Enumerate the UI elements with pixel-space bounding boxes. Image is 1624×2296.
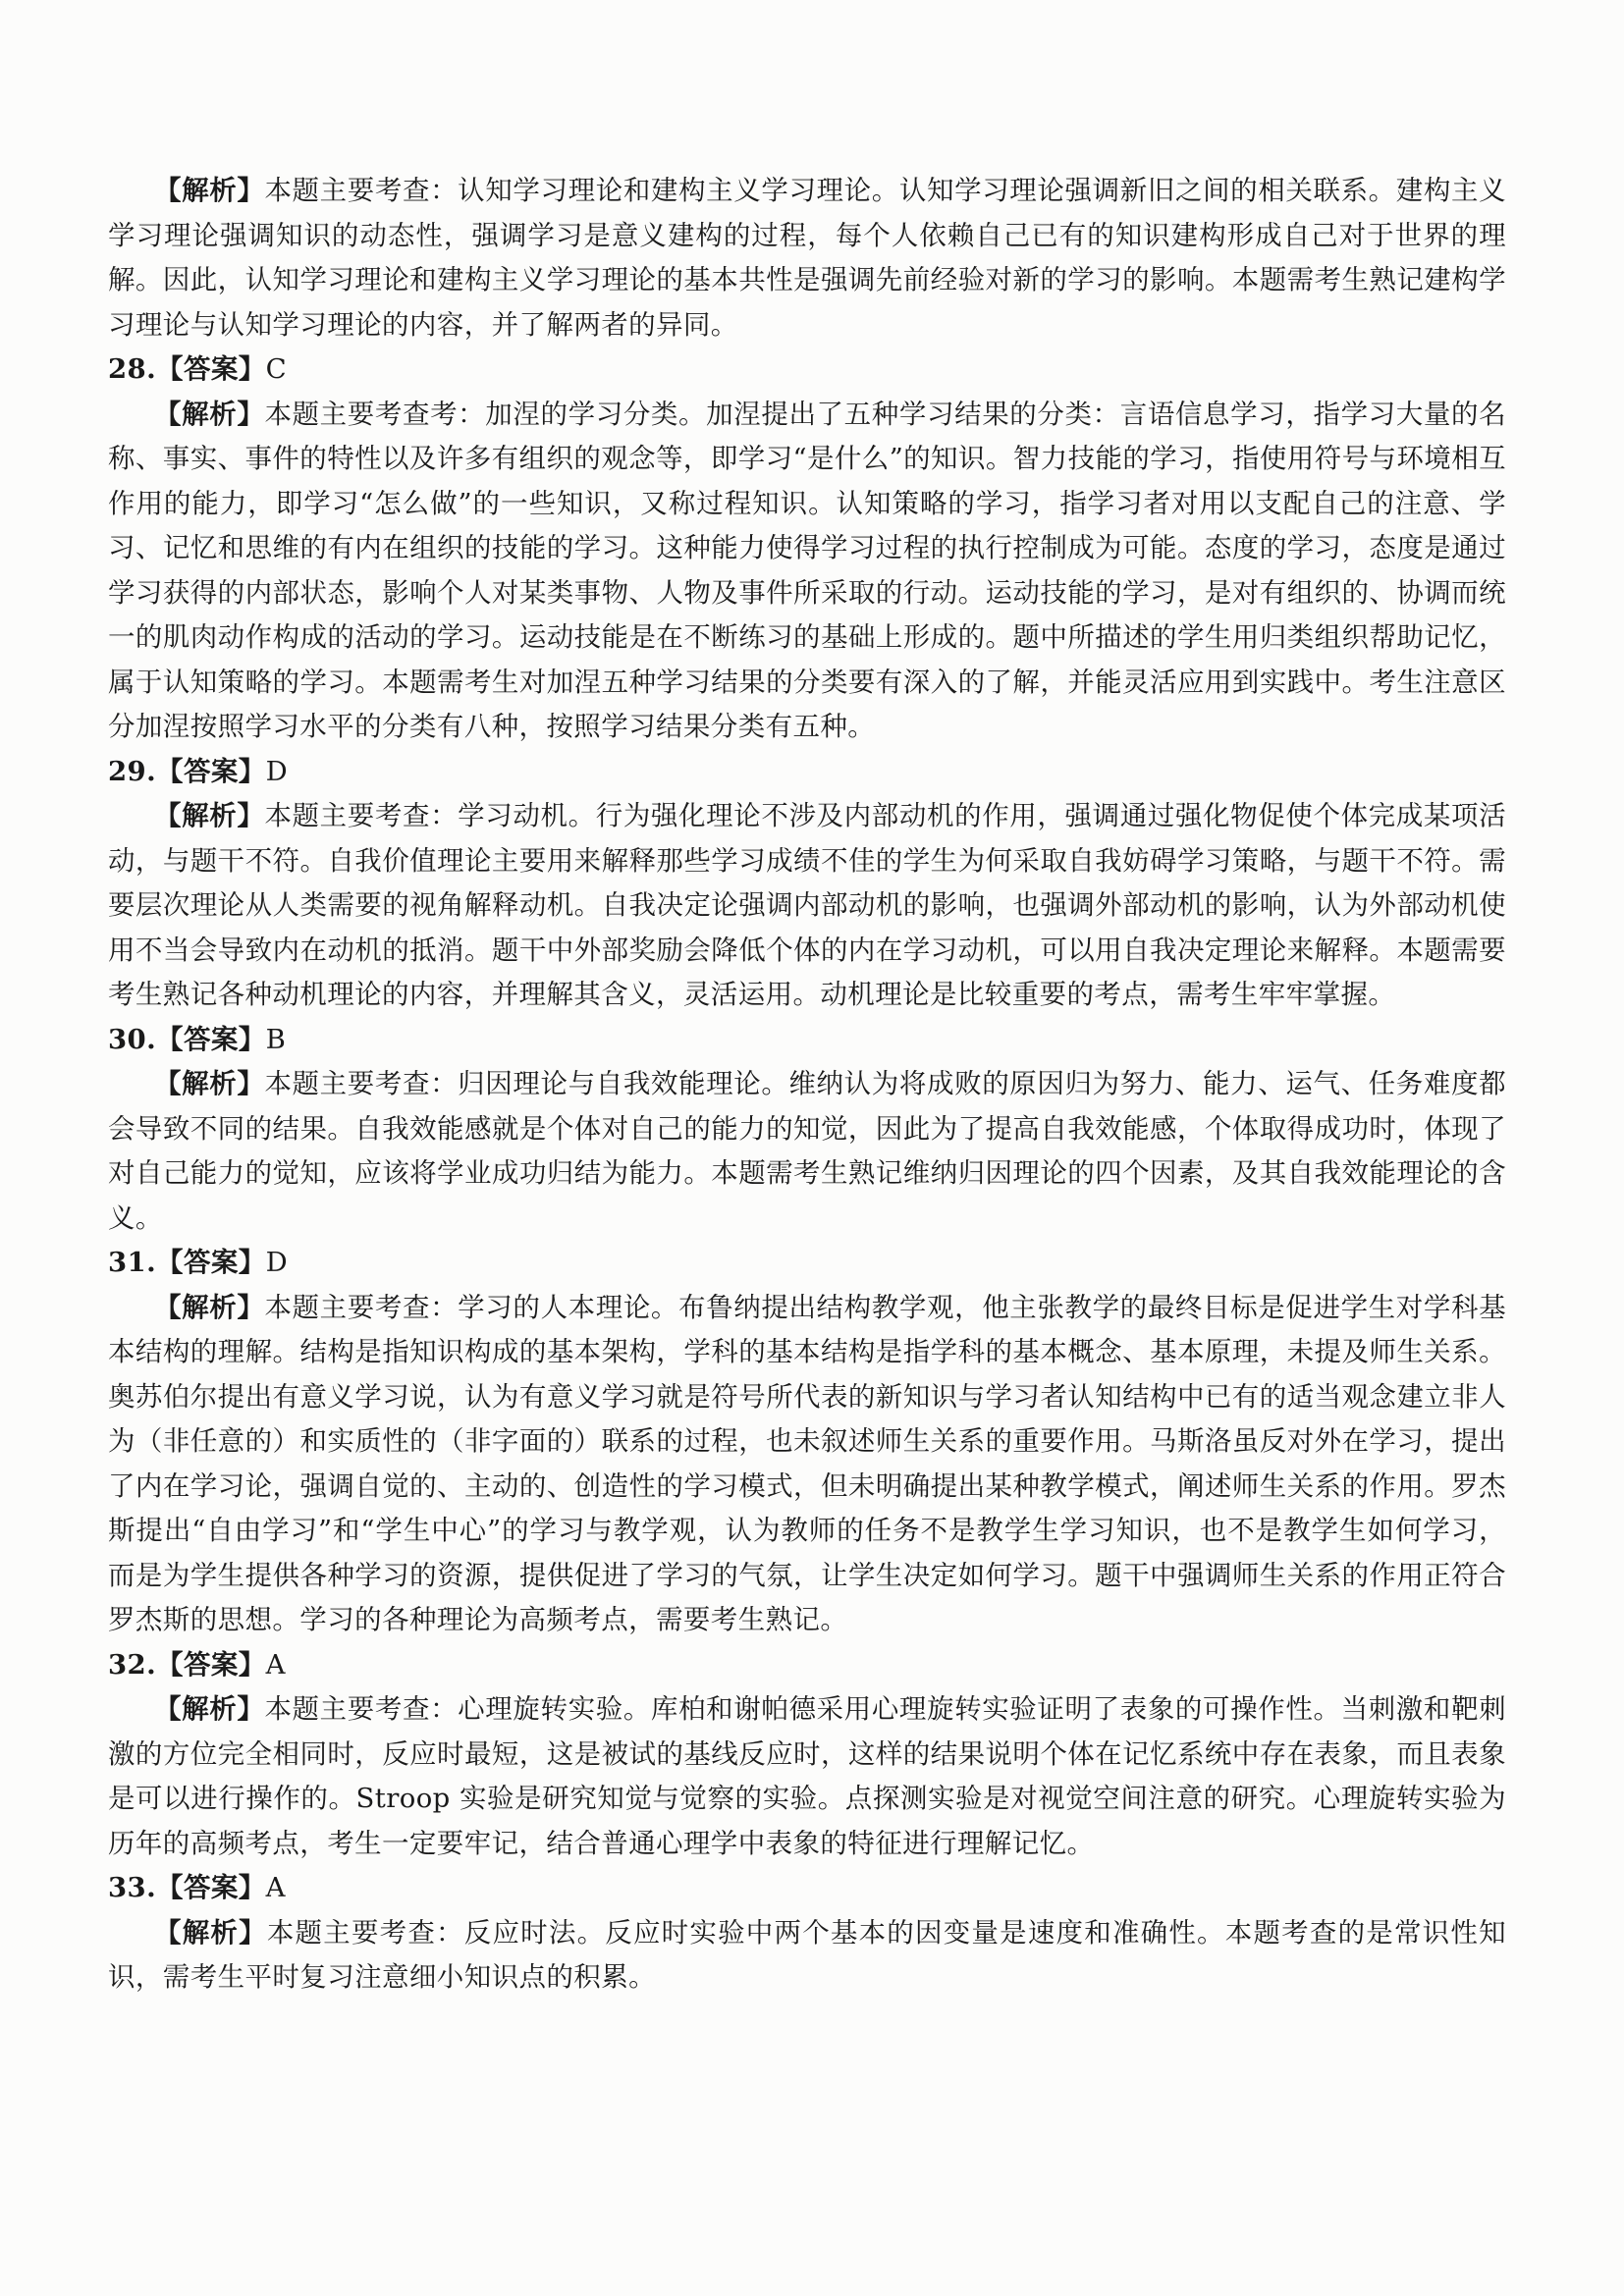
analysis-text: 本题主要考查：归因理论与自我效能理论。维纳认为将成败的原因归为努力、能力、运气、任务难度都会导致不同的结果。自我效能感就是个体对自己的能力的知觉，因此为了提高自我效能感，个体取得成功时，体现了对自己能力的觉知，应该将学业成功归结为能力。本题需考生熟记维纳归因理论的四个因素，及其自我效能理论的含义。 bbox=[108, 1068, 1506, 1234]
analysis-text: 本题主要考查：心理旋转实验。库柏和谢帕德采用心理旋转实验证明了表象的可操作性。当刺激和靶刺激的方位完全相同时，反应时最短，这是被试的基线反应时，这样的结果说明个体在记忆系统中存在表象，而且表象是可以进行操作的。Stroop 实验是研究知觉与觉察的实验。点探测实验是对视觉空间注意的研究。心理旋转实验为历年的高频考点，考生一定要牢记，结合普通心理学中表象的特征进行理解记忆。 bbox=[108, 1693, 1506, 1859]
answer-label: 【答案】 bbox=[156, 755, 266, 787]
answer-value: A bbox=[265, 1872, 286, 1903]
answer-line bbox=[108, 1866, 1506, 1911]
analysis-label: 【解析】 bbox=[154, 175, 265, 206]
answer-label: 【答案】 bbox=[156, 1872, 266, 1903]
analysis-label: 【解析】 bbox=[154, 1916, 267, 1949]
question-number: 28. bbox=[108, 353, 157, 385]
answer-value: B bbox=[265, 1023, 287, 1055]
analysis-paragraph bbox=[108, 1911, 1506, 2001]
analysis-paragraph bbox=[108, 794, 1506, 1018]
analysis-paragraph bbox=[108, 1687, 1506, 1866]
question-number: 29. bbox=[108, 755, 157, 787]
analysis-paragraph bbox=[108, 393, 1506, 750]
answer-label: 【答案】 bbox=[156, 1023, 266, 1055]
answer-label: 【答案】 bbox=[156, 1648, 266, 1681]
analysis-paragraph bbox=[108, 1286, 1506, 1643]
answer-label: 【答案】 bbox=[156, 353, 266, 385]
analysis-label: 【解析】 bbox=[154, 1068, 265, 1099]
answer-value: A bbox=[265, 1648, 286, 1681]
analysis-text: 本题主要考查：学习的人本理论。布鲁纳提出结构教学观，他主张教学的最终目标是促进学生对学科基本结构的理解。结构是指知识构成的基本架构，学科的基本结构是指学科的基本概念、基本原理，未提及师生关系。奥苏伯尔提出有意义学习说，认为有意义学习就是符号所代表的新知识与学习者认知结构中已有的适当观念建立非人为（非任意的）和实质性的（非字面的）联系的过程，也未叙述师生关系的重要作用。马斯洛虽反对外在学习，提出了内在学习论，强调自觉的、主动的、创造性的学习模式，但未明确提出某种教学模式，阐述师生关系的作用。罗杰斯提出“自由学习”和“学生中心”的学习与教学观，认为教师的任务不是教学生学习知识，也不是教学生如何学习，而是为学生提供各种学习的资源，提供促进了学习的气氛，让学生决定如何学习。题干中强调师生关系的作用正符合罗杰斯的思想。学习的各种理论为高频考点，需要考生熟记。 bbox=[108, 1291, 1506, 1635]
question-number: 33. bbox=[108, 1872, 157, 1903]
analysis-text: 本题主要考查：认知学习理论和建构主义学习理论。认知学习理论强调新旧之间的相关联系。建构主义学习理论强调知识的动态性，强调学习是意义建构的过程，每个人依赖自己已有的知识建构形成自己对于世界的理解。因此，认知学习理论和建构主义学习理论的基本共性是强调先前经验对新的学习的影响。本题需考生熟记建构学习理论与认知学习理论的内容，并了解两者的异同。 bbox=[108, 175, 1506, 341]
answer-line bbox=[108, 347, 1506, 393]
answer-line bbox=[108, 1241, 1506, 1286]
analysis-text: 本题主要考查：反应时法。反应时实验中两个基本的因变量是速度和准确性。本题考查的是常识性知识，需考生平时复习注意细小知识点的积累。 bbox=[108, 1916, 1506, 1993]
analysis-label: 【解析】 bbox=[154, 1291, 265, 1323]
analysis-label: 【解析】 bbox=[154, 398, 265, 430]
analysis-label: 【解析】 bbox=[154, 800, 265, 831]
question-number: 30. bbox=[108, 1023, 157, 1055]
answer-line bbox=[108, 1643, 1506, 1688]
analysis-text: 本题主要考查考：加涅的学习分类。加涅提出了五种学习结果的分类：言语信息学习，指学习大量的名称、事实、事件的特性以及许多有组织的观念等，即学习“是什么”的知识。智力技能的学习，指使用符号与环境相互作用的能力，即学习“怎么做”的一些知识，又称过程知识。认知策略的学习，指学习者对用以支配自己的注意、学习、记忆和思维的有内在组织的技能的学习。这种能力使得学习过程的执行控制成为可能。态度的学习，态度是通过学习获得的内部状态，影响个人对某类事物、人物及事件所采取的行动。运动技能的学习，是对有组织的、协调而统一的肌肉动作构成的活动的学习。运动技能是在不断练习的基础上形成的。题中所描述的学生用归类组织帮助记忆，属于认知策略的学习。本题需考生对加涅五种学习结果的分类要有深入的了解，并能灵活应用到实践中。考生注意区分加涅按照学习水平的分类有八种，按照学习结果分类有五种。 bbox=[108, 398, 1506, 742]
analysis-label: 【解析】 bbox=[154, 1693, 265, 1725]
answer-value: C bbox=[265, 353, 288, 385]
answer-label: 【答案】 bbox=[156, 1247, 266, 1278]
analysis-text: 本题主要考查：学习动机。行为强化理论不涉及内部动机的作用，强调通过强化物促使个体完成某项活动，与题干不符。自我价值理论主要用来解释那些学习成绩不佳的学生为何采取自我妨碍学习策略，与题干不符。需要层次理论从人类需要的视角解释动机。自我决定论强调内部动机的影响，也强调外部动机的影响，认为外部动机使用不当会导致内在动机的抵消。题干中外部奖励会降低个体的内在学习动机，可以用自我决定理论来解释。本题需要考生熟记各种动机理论的内容，并理解其含义，灵活运用。动机理论是比较重要的考点，需考生牢牢掌握。 bbox=[108, 800, 1506, 1010]
answer-line bbox=[108, 750, 1506, 795]
answer-value: D bbox=[265, 1247, 289, 1278]
analysis-paragraph bbox=[108, 169, 1506, 347]
answer-line bbox=[108, 1018, 1506, 1063]
question-number: 32. bbox=[108, 1648, 157, 1681]
answer-explanations bbox=[108, 169, 1506, 2001]
question-number: 31. bbox=[108, 1247, 157, 1278]
answer-value: D bbox=[265, 755, 289, 787]
analysis-paragraph bbox=[108, 1062, 1506, 1241]
